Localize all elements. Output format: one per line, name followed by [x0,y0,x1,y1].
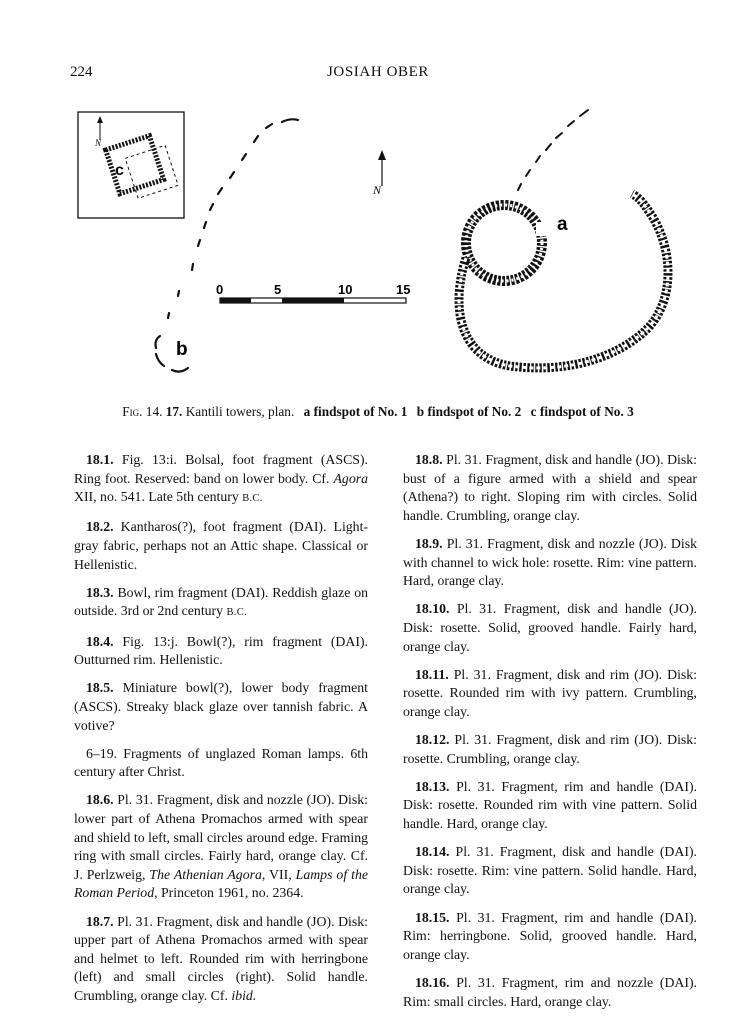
caption-key-letter: c [530,404,537,419]
inset-label-c: c [115,162,124,179]
entry-text: Pl. 31. Fragment, rim and nozzle (DAI). Rim: small circles. Hard, orange clay. [403,975,698,1009]
catalog-entry [74,679,368,735]
entry-text: Bowl, rim fragment (DAI). Reddish glaze on outside. 3rd or 2nd century [74,584,368,619]
catalog-entry [403,909,697,965]
caption-key-letter: b [416,404,425,419]
entry-text: Pl. 31. Fragment, disk and handle (JO). Disk: rosette. Solid, grooved handle. Fairly hard, orange clay. [403,601,698,654]
entry-number: 18.8. [415,452,443,467]
entry-text: The Athenian Agora [149,866,262,882]
entry-number: 18.16. [415,975,450,990]
entry-text: Pl. 31. Fragment, disk and handle (JO). Disk: upper part of Athena Promachos armed with spear and helmet to left. Rounded rim with herringbone (left) and small circles (right). Solid handle. Crumbling, orange clay. Cf. [74,913,368,1003]
entry-number: 18.2. [86,519,114,535]
entry-number: 18.5. [86,680,114,696]
caption-key-text: findspot of No. 2 [427,404,522,419]
figure-caption [60,404,696,420]
entry-text: Fig. 13:j. Bowl(?), rim fragment (DAI). Outturned rim. Hellenistic. [74,633,368,668]
inset-north-label: N [95,138,102,148]
entry-number: 18.9. [415,535,443,551]
catalog-entry [403,600,697,656]
entry-number: 18.1. [86,452,114,467]
entry-text: XII, no. 541. Late 5th century [74,489,243,505]
entry-text: Agora [333,470,368,486]
entry-text: Pl. 31. Fragment, disk and handle (DAI). Disk: rosette. Rim: vine pattern. Solid handle. Hard, orange clay. [403,844,697,897]
entry-text: Pl. 31. Fragment, disk and handle (JO). Disk: bust of a figure armed with a shield and spear (Athena?) to right. Sloping rim with circles. Solid handle. Crumbling, orange clay. [403,452,697,523]
entry-text: Kantharos(?), foot fragment (DAI). Light-gray fabric, perhaps not an Attic shape. Classical or Hellenistic. [74,519,368,572]
catalog-entry [74,584,368,623]
caption-fig-ref: Fig. 14. [122,404,163,419]
caption-fig-num: 17. [165,404,183,419]
inset-map [78,112,184,218]
entry-text: Pl. 31. Fragment, rim and handle (DAI). Disk: rosette. Rounded rim with vine pattern. Solid handle. Hard, orange clay. [403,778,698,832]
entry-text: Fig. 13:i. Bolsal, foot fragment (ASCS). Ring foot. Reserved: band on lower body. Cf. [74,452,368,486]
caption-title: Kantili towers, plan. [185,404,295,419]
entry-text: , VII, [261,866,296,882]
catalog-entry [74,913,368,1006]
marker-a: a [557,214,568,235]
catalog-entry [403,666,697,722]
entry-text: 6–19. Fragments of unglazed Roman lamps. 6th century after Christ. [74,745,368,780]
entry-text: , Princeton 1961, no. 2364. [154,885,304,901]
catalog-entry [403,974,697,1011]
entry-number: 18.15. [415,909,450,925]
scale-label-10: 10 [338,282,353,297]
catalog-entry [74,633,368,670]
entry-text: ibid. [231,988,257,1003]
inset-north-arrow-icon [94,116,103,148]
scale-label-5: 5 [274,282,282,297]
entry-text: Pl. 31. Fragment, disk and rim (JO). Disk: rosette. Crumbling, orange clay. [403,732,698,766]
entry-number: 18.14. [415,844,450,860]
entry-number: 18.6. [86,792,114,808]
entry-number: 18.4. [86,633,114,649]
entry-number: 18.10. [415,601,450,617]
running-head: JOSIAH OBER [326,64,430,80]
entry-text: Lamps of the Roman Period [74,866,368,901]
north-label: N [373,183,382,197]
catalog-entry [74,791,368,903]
catalog-entry [74,518,368,574]
tower-a-ring [466,205,550,281]
entry-text: Pl. 31. Fragment, disk and nozzle (JO). Disk: lower part of Athena Promachos armed with spear and shield to left, small circles around edge. Framing ring with small circles. Fairly hard, orange clay. Cf. J. Perlzweig, [74,792,368,882]
catalog-entry [403,451,697,525]
catalog-entry [74,745,368,782]
entry-number: 18.11. [415,666,449,682]
catalog-entry [403,778,697,834]
tower-b-outline [156,119,299,371]
page-number: 224 [70,64,93,80]
caption-key-text: findspot of No. 1 [313,404,408,419]
scale-label-0: 0 [216,282,224,297]
marker-b: b [176,339,188,360]
entry-text: Pl. 31. Fragment, disk and nozzle (JO). Disk with channel to wick hole: rosette. Rim: vine pattern. Hard, orange clay. [403,535,697,589]
entry-text: Miniature bowl(?), lower body fragment (ASCS). Streaky black glaze over tannish fabric. A votive? [74,680,368,733]
entry-text: Pl. 31. Fragment, rim and handle (DAI). Rim: herringbone. Solid, grooved handle. Hard, orange clay. [403,909,698,962]
catalog-entry [403,843,697,899]
caption-key-letter: a [303,404,311,419]
north-arrow-icon [372,150,386,197]
catalog-entry [403,535,697,591]
entry-number: 18.3. [86,584,114,600]
catalog-entry [74,451,368,509]
catalog-entry [403,731,697,768]
entry-text: B.C. [242,493,263,505]
entry-text: Pl. 31. Fragment, disk and rim (JO). Disk: rosette. Rounded rim with ivy pattern. Crumbling, orange clay. [403,666,698,719]
catalog-column-right [403,451,697,1021]
plan-figure [60,98,700,398]
tower-a-dashed-arc [518,110,588,190]
catalog-column-left [74,451,368,1015]
entry-number: 18.7. [86,913,114,929]
entry-number: 18.13. [415,778,450,794]
scale-bar [216,282,410,303]
entry-number: 18.12. [415,732,450,748]
caption-key-text: findspot of No. 3 [539,404,634,419]
entry-text: B.C. [226,607,247,619]
scale-label-15: 15 [396,282,411,297]
